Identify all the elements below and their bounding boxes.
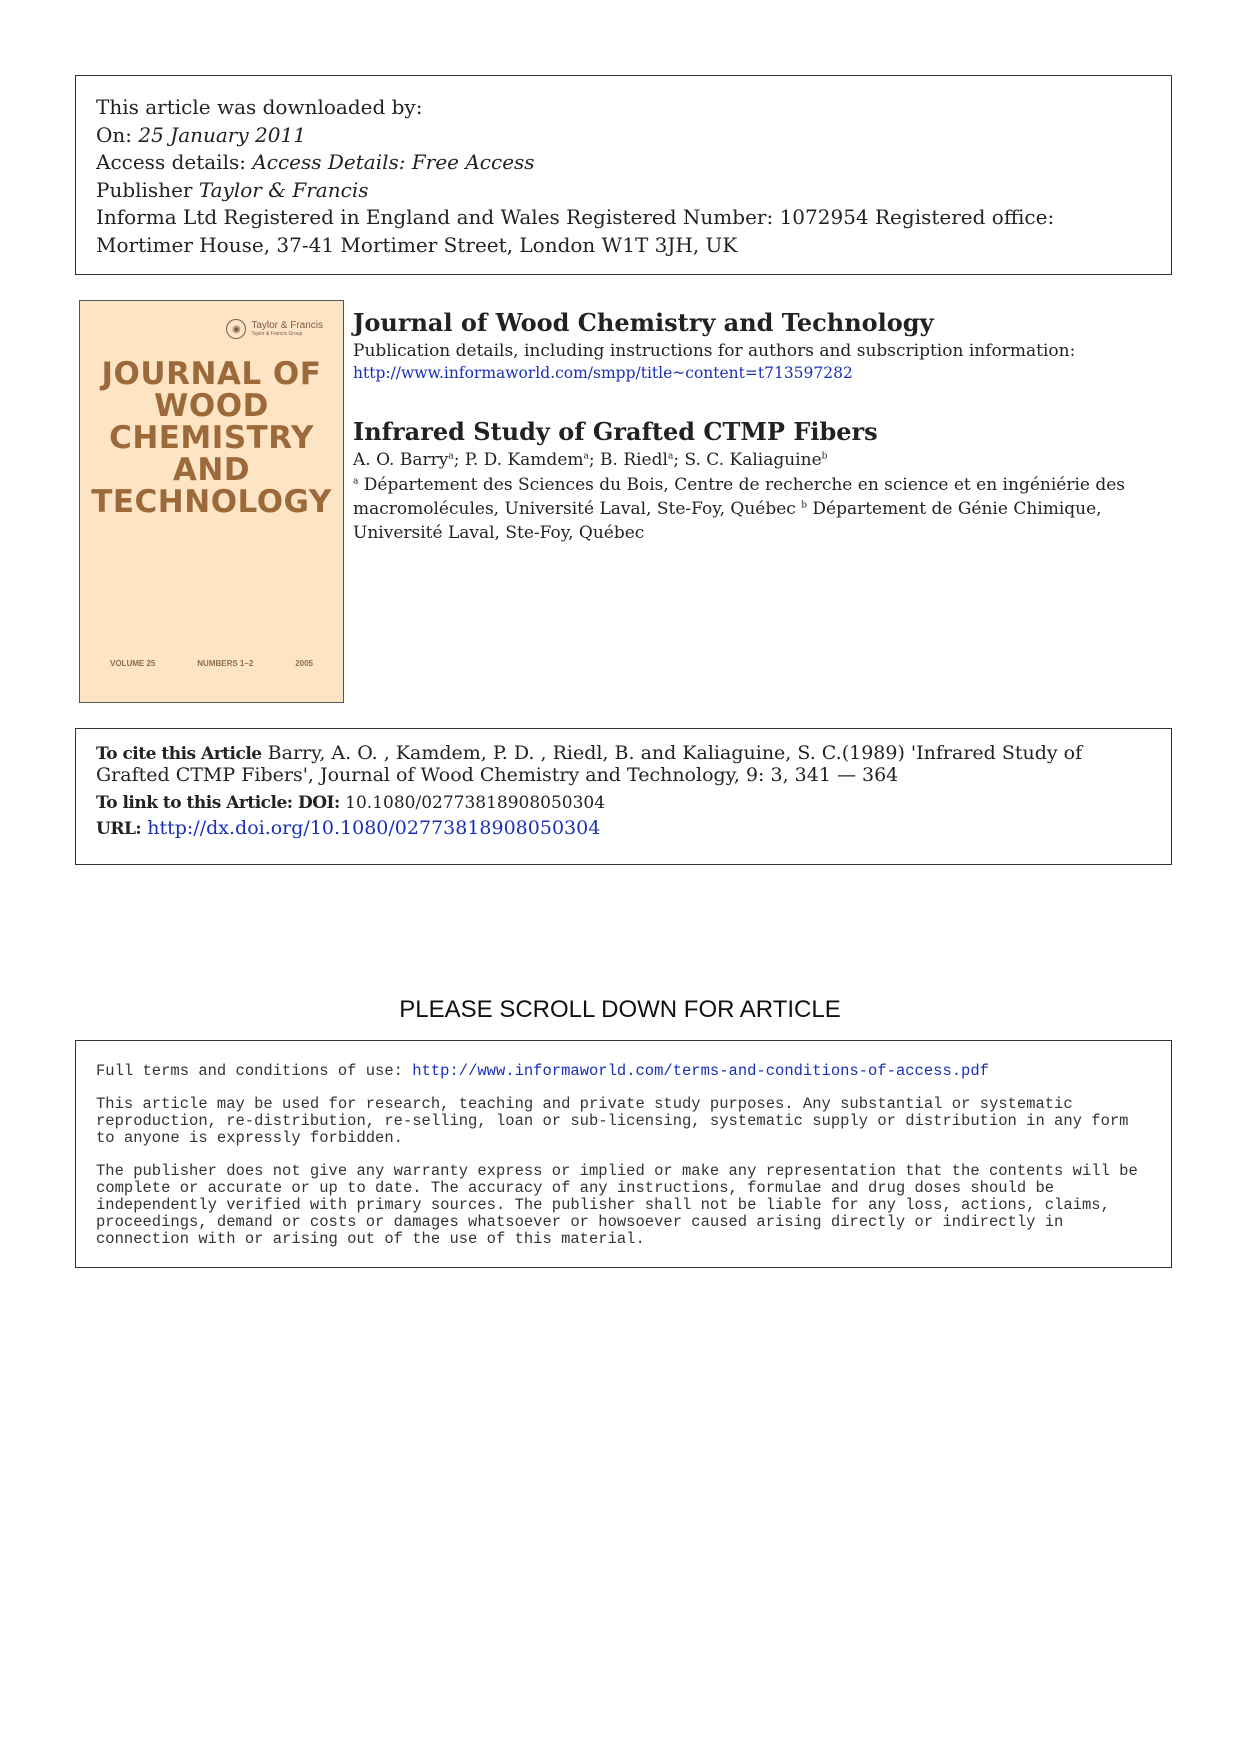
url-label: URL: [96, 819, 142, 839]
cover-title-line: AND [172, 452, 251, 488]
publisher-row [96, 177, 1151, 205]
publisher-name: Taylor & Francis [198, 177, 369, 202]
terms-label: Full terms and conditions of use: [96, 1062, 413, 1080]
url-row [96, 818, 1151, 840]
registered-office-text: Informa Ltd Registered in England and Wales Registered Number: 1072954 Registered office: Mortimer House, 37-41 Mortimer Street, London W1T 3JH, UK [96, 205, 1055, 257]
publisher-logo [226, 319, 323, 339]
publisher-logo-icon: ◉ [226, 319, 246, 339]
author-affil-sup: b [821, 451, 828, 462]
affiliations [353, 473, 1153, 545]
publisher-logo-text: Taylor & Francis [251, 320, 323, 331]
citation-box [75, 728, 1172, 865]
affiliation-b: Département de Génie Chimique, Université Laval, Ste-Foy, Québec [353, 499, 1102, 543]
cover-footer [110, 659, 313, 668]
article-info [353, 308, 1153, 545]
cite-row [96, 743, 1151, 786]
cover-title-line: CHEMISTRY [109, 420, 314, 456]
cite-label: To cite this Article [96, 744, 262, 764]
terms-row [96, 1063, 1151, 1080]
cover-title [80, 358, 343, 518]
journal-link[interactable]: http://www.informaworld.com/smpp/title~content=t713597282 [353, 364, 853, 382]
author-name: P. D. Kamdem [464, 450, 584, 470]
author-affil-sup: a [448, 451, 454, 462]
affiliation-a: Département des Sciences du Bois, Centre de recherche en science et en ingéniérie des macromolécules, Université Laval, Ste-Foy, Québec [353, 475, 1126, 519]
article-title: Infrared Study of Grafted CTMP Fibers [353, 417, 878, 446]
affil-sup: a [353, 476, 359, 487]
download-date: 25 January 2011 [138, 122, 306, 147]
publication-details: Publication details, including instructions for authors and subscription information: [353, 341, 1076, 361]
author-name: B. Riedl [600, 450, 668, 470]
terms-paragraph-warranty: The publisher does not give any warranty express or implied or make any representation that the contents will be complete or accurate or up to date. The accuracy of any instructions, formulae and drug doses should be independently verified with primary sources. The publisher shall not be liable for any loss, actions, claims, proceedings, demand or costs or damages whatsoever or howsoever caused arising directly or indirectly in connection with or arising out of the use of this material. [96, 1162, 1138, 1248]
cover-year: 2005 [295, 659, 313, 668]
author-affil-sup: a [667, 451, 674, 462]
cover-title-line: JOURNAL OF [101, 356, 322, 392]
download-intro: This article was downloaded by: [96, 95, 423, 119]
access-details-label: Access details: [96, 150, 253, 174]
author-name: A. O. Barry [353, 450, 449, 470]
doi-url-link[interactable]: http://dx.doi.org/10.1080/02773818908050304 [147, 817, 601, 839]
cover-title-line: TECHNOLOGY [91, 484, 332, 520]
author-affil-sup: a [583, 451, 589, 462]
cite-text: Barry, A. O. , Kamdem, P. D. , Riedl, B. and Kaliaguine, S. C.(1989) 'Infrared Study of Grafted CTMP Fibers', Journal of Wood Chemistry and Technology, 9: 3, 341 — 364 [96, 742, 1083, 786]
doi-label: To link to this Article: DOI: [96, 793, 340, 813]
download-date-label: On: [96, 122, 139, 147]
cover-volume: VOLUME 25 [110, 659, 156, 668]
doi-row [96, 792, 1151, 814]
author-name: S. C. Kaliaguine [684, 450, 822, 470]
download-info-box [75, 75, 1172, 275]
journal-cover [79, 300, 344, 703]
terms-paragraph-usage: This article may be used for research, teaching and private study purposes. Any substantial or systematic reproduction, re-distribution, re-selling, loan or sub-licensing, systematic supply or distribution in any form to anyone is expressly forbidden. [96, 1095, 1129, 1147]
cover-numbers: NUMBERS 1–2 [197, 659, 254, 668]
terms-link[interactable]: http://www.informaworld.com/terms-and-conditions-of-access.pdf [412, 1062, 989, 1080]
journal-title: Journal of Wood Chemistry and Technology [353, 308, 934, 337]
access-details-value: Access Details: Free Access [252, 150, 535, 174]
doi-value: 10.1080/02773818908050304 [339, 793, 606, 813]
access-details-row [96, 149, 1151, 177]
affil-sup: b [801, 500, 807, 511]
download-date-row [96, 122, 1151, 150]
scroll-down-message: PLEASE SCROLL DOWN FOR ARTICLE [399, 996, 841, 1023]
author-list: A. O. Barry$^a$; P. D. Kamdem$^a$; B. Riedl$^a$; S. C. Kaliaguine$^b$ [353, 450, 828, 470]
terms-box [75, 1040, 1172, 1268]
publisher-logo-subtext: Taylor & Francis Group [251, 331, 303, 337]
publisher-label: Publisher [96, 177, 199, 202]
cover-title-line: WOOD [154, 388, 269, 424]
